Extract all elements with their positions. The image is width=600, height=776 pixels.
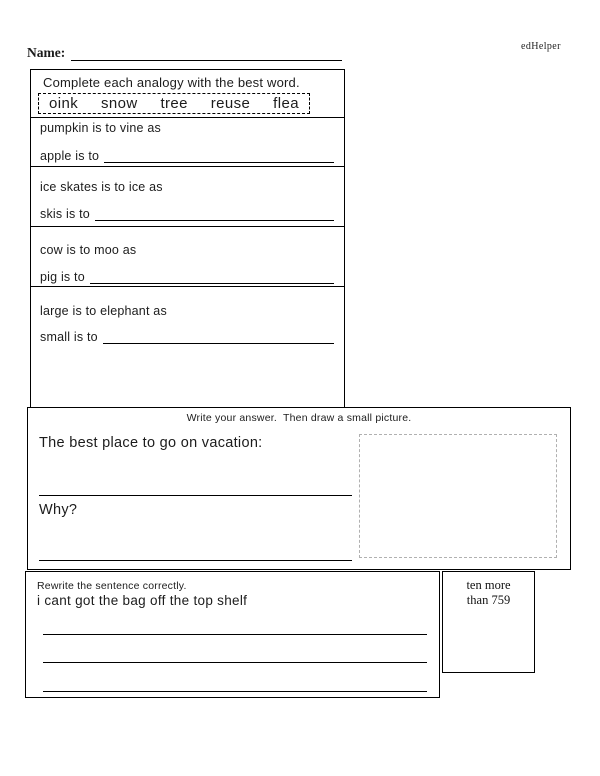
name-row: [27, 45, 342, 61]
vacation-prompt: The best place to go on vacation:: [39, 435, 263, 451]
rewrite-answer-line[interactable]: [43, 662, 427, 663]
rewrite-section: [25, 571, 440, 698]
why-answer-line[interactable]: [39, 560, 352, 561]
drawing-area[interactable]: [359, 434, 557, 558]
rewrite-instruction: Rewrite the sentence correctly.: [37, 580, 187, 592]
word-bank-item: snow: [100, 95, 138, 112]
problem-stem-text: pig is to: [40, 269, 85, 284]
math-problem-box: [442, 571, 535, 673]
brand-label: edHelper: [521, 41, 561, 52]
word-bank-item: oink: [49, 95, 79, 112]
answer-blank-line[interactable]: [104, 150, 334, 163]
vacation-instruction: Write your answer. Then draw a small picture.: [186, 412, 412, 424]
analogy-instruction: Complete each analogy with the best word.: [43, 75, 300, 90]
answer-blank-line[interactable]: [103, 331, 334, 344]
problem-stem-text: small is to: [40, 329, 98, 344]
word-bank-item: reuse: [210, 95, 251, 112]
vacation-section: [27, 407, 571, 570]
answer-blank-line[interactable]: [95, 208, 334, 221]
problem-stem: [40, 270, 334, 284]
problem-prompt: pumpkin is to vine as: [40, 120, 161, 135]
problem-stem: [40, 207, 334, 221]
analogy-problem: [31, 226, 344, 286]
why-label: Why?: [39, 502, 78, 518]
analogy-problem: [31, 286, 344, 408]
problem-stem: [40, 149, 334, 163]
problem-prompt: large is to elephant as: [40, 303, 167, 318]
problem-prompt: cow is to moo as: [40, 242, 137, 257]
analogy-section: [30, 69, 345, 407]
rewrite-sentence: i cant got the bag off the top shelf: [37, 593, 248, 608]
vacation-answer-line[interactable]: [39, 495, 352, 496]
word-bank: [38, 93, 310, 114]
math-problem-line: ten more: [466, 578, 511, 592]
analogy-header: [31, 70, 344, 117]
problem-prompt: ice skates is to ice as: [40, 179, 163, 194]
problem-stem-text: skis is to: [40, 206, 90, 221]
name-label: Name:: [27, 45, 66, 60]
problem-stem: [40, 330, 334, 344]
rewrite-answer-line[interactable]: [43, 634, 427, 635]
name-blank-line[interactable]: [71, 46, 342, 61]
word-bank-item: flea: [273, 95, 299, 112]
word-bank-item: tree: [160, 95, 188, 112]
answer-blank-line[interactable]: [90, 271, 334, 284]
math-problem-line: than 759: [466, 592, 511, 607]
problem-stem-text: apple is to: [40, 148, 100, 163]
rewrite-answer-line[interactable]: [43, 691, 427, 692]
analogy-problem: [31, 117, 344, 166]
analogy-problem: [31, 166, 344, 226]
